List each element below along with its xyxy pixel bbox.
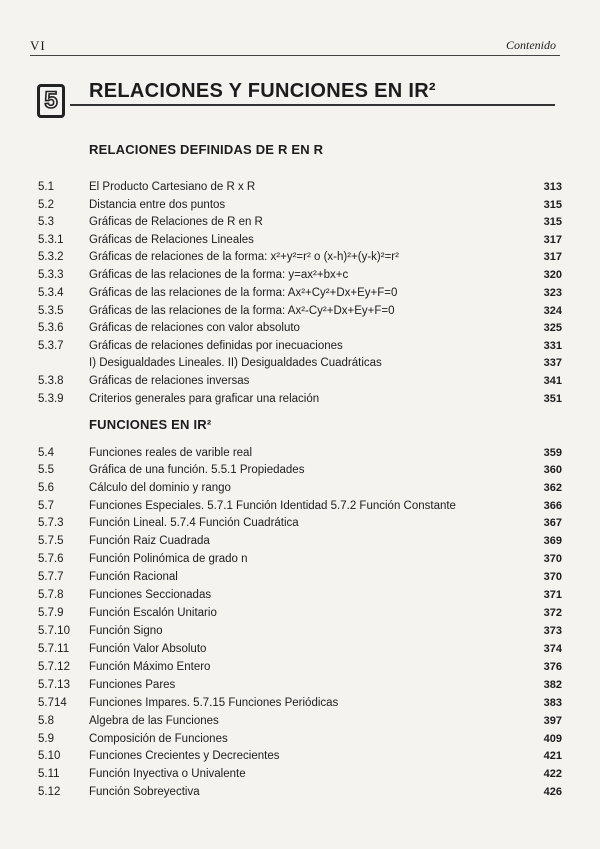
toc-entry-title: Función Raiz Cuadrada — [89, 535, 210, 547]
toc-entry-page: 313 — [543, 181, 562, 193]
toc-entry-title: Gráficas de Relaciones Lineales — [89, 234, 254, 246]
toc-entry-number: 5.7.5 — [38, 535, 64, 547]
toc-entry-page: 376 — [543, 661, 562, 673]
toc-entry-title: Funciones Seccionadas — [89, 589, 212, 601]
toc-entry-title: Composición de Funciones — [89, 733, 228, 745]
toc-entry[interactable] — [38, 750, 562, 767]
toc-entry-title: Funciones Crecientes y Decrecientes — [89, 750, 280, 762]
toc-entry-number: 5.7.3 — [38, 517, 64, 529]
toc-entry[interactable] — [38, 500, 562, 517]
toc-entry[interactable] — [38, 589, 562, 606]
toc-entry-title: Gráficas de relaciones definidas por inecuaciones — [89, 340, 343, 352]
toc-entry-page: 374 — [543, 643, 562, 655]
toc-entry-title: Gráficas de relaciones con valor absoluto — [89, 322, 300, 334]
page-header-left: VI — [30, 38, 46, 53]
header-divider — [30, 55, 560, 56]
toc-entry[interactable] — [38, 661, 562, 678]
toc-entry[interactable] — [38, 768, 562, 785]
toc-entry-page: 372 — [543, 607, 562, 619]
toc-entry-title: Función Polinómica de grado n — [89, 553, 248, 565]
toc-entry-title: Función Valor Absoluto — [89, 643, 207, 655]
toc-entry-page: 325 — [543, 322, 562, 334]
toc-entry-title: Funciones reales de varible real — [89, 447, 253, 459]
toc-entry-number: 5.7 — [38, 500, 54, 512]
toc-entry-page: 351 — [543, 393, 562, 405]
toc-entry[interactable] — [38, 697, 562, 714]
toc-entry-number: 5.3.1 — [38, 234, 64, 246]
toc-entry-title: Función Inyectiva o Univalente — [89, 768, 246, 780]
toc-entry-page: 373 — [543, 625, 562, 637]
toc-entry-number: 5.3.6 — [38, 322, 64, 334]
toc-entry-title: Gráficas de Relaciones de R en R — [89, 216, 263, 228]
toc-entry-number: 5.7.9 — [38, 607, 64, 619]
toc-entry[interactable] — [38, 216, 562, 233]
toc-entry-page: 382 — [543, 679, 562, 691]
toc-entry-number: 5.714 — [38, 697, 67, 709]
toc-entry-title: El Producto Cartesiano de R x R — [89, 181, 256, 193]
toc-entry[interactable] — [38, 535, 562, 552]
toc-entry-page: 315 — [543, 199, 562, 211]
toc-entry[interactable] — [38, 447, 562, 464]
toc-entry[interactable] — [38, 393, 562, 410]
toc-entry-title: Funciones Impares. 5.7.15 Funciones Periódicas — [89, 697, 339, 709]
chapter-title: RELACIONES Y FUNCIONES EN IR² — [89, 80, 436, 102]
toc-entry-title: Funciones Especiales. 5.7.1 Función Identidad 5.7.2 Función Constante — [89, 500, 456, 512]
toc-entry[interactable] — [38, 625, 562, 642]
toc-entry[interactable] — [38, 464, 562, 481]
toc-entry-number: 5.7.13 — [38, 679, 70, 691]
toc-entry-page: 317 — [543, 234, 562, 246]
toc-entry[interactable] — [38, 287, 562, 304]
toc-entry-number: 5.3.7 — [38, 340, 64, 352]
toc-entry[interactable] — [38, 305, 562, 322]
section-heading-relations: RELACIONES DEFINIDAS DE R EN R — [89, 142, 324, 157]
toc-entry-page: 421 — [543, 750, 562, 762]
toc-entry-page: 320 — [543, 269, 562, 281]
toc-entry-number: 5.8 — [38, 715, 54, 727]
toc-entry-title: Función Sobreyectiva — [89, 786, 200, 798]
toc-entry-number: 5.7.7 — [38, 571, 64, 583]
toc-entry[interactable] — [38, 643, 562, 660]
toc-entry[interactable] — [38, 553, 562, 570]
toc-entry-title: Distancia entre dos puntos — [89, 199, 226, 211]
toc-entry-page: 341 — [543, 375, 562, 387]
toc-entry-number: 5.10 — [38, 750, 61, 762]
toc-entry-page: 367 — [543, 517, 562, 529]
toc-entry-page: 426 — [543, 786, 562, 798]
toc-entry-page: 397 — [543, 715, 562, 727]
toc-entry-number: 5.3.4 — [38, 287, 64, 299]
toc-entry-number: 5.4 — [38, 447, 54, 459]
toc-entry[interactable] — [38, 199, 562, 216]
toc-entry[interactable] — [38, 517, 562, 534]
toc-entry-title: I) Desigualdades Lineales. II) Desigualdades Cuadráticas — [89, 357, 382, 369]
toc-entry-title: Algebra de las Funciones — [89, 715, 219, 727]
toc-entry-number: 5.7.12 — [38, 661, 70, 673]
toc-entry-title: Función Racional — [89, 571, 178, 583]
toc-entry[interactable] — [38, 607, 562, 624]
toc-entry[interactable] — [38, 715, 562, 732]
toc-entry-page: 371 — [543, 589, 562, 601]
toc-entry-page: 360 — [543, 464, 562, 476]
toc-entry[interactable] — [38, 181, 562, 198]
toc-entry[interactable] — [38, 375, 562, 392]
toc-entry-page: 315 — [543, 216, 562, 228]
toc-entry-page: 409 — [543, 733, 562, 745]
toc-entry-number: 5.12 — [38, 786, 61, 798]
toc-entry-number: 5.3 — [38, 216, 54, 228]
toc-entry-page: 317 — [543, 251, 562, 263]
toc-entry-number: 5.7.11 — [38, 643, 70, 655]
toc-entry-number: 5.3.3 — [38, 269, 64, 281]
toc-entry[interactable] — [38, 322, 562, 339]
toc-entry-title: Gráficas de relaciones inversas — [89, 375, 250, 387]
toc-entry[interactable] — [38, 251, 562, 268]
toc-entry[interactable] — [38, 571, 562, 588]
toc-entry-page: 383 — [543, 697, 562, 709]
toc-entry-title: Criterios generales para graficar una relación — [89, 393, 320, 405]
toc-entry-page: 324 — [543, 305, 562, 317]
toc-entry-page: 359 — [543, 447, 562, 459]
toc-entry-page: 366 — [543, 500, 562, 512]
toc-entry-page: 422 — [543, 768, 562, 780]
toc-entry[interactable] — [38, 482, 562, 499]
toc-entry-page: 370 — [543, 553, 562, 565]
toc-entry-title: Función Escalón Unitario — [89, 607, 217, 619]
toc-entry-page: 362 — [543, 482, 562, 494]
chapter-divider — [70, 104, 555, 106]
toc-entry[interactable] — [38, 234, 562, 251]
toc-entry-number: 5.3.8 — [38, 375, 64, 387]
toc-entry-page: 369 — [543, 535, 562, 547]
toc-entry-title: Función Signo — [89, 625, 163, 637]
toc-entry-number: 5.9 — [38, 733, 54, 745]
toc-entry-number: 5.5 — [38, 464, 54, 476]
toc-entry-number: 5.7.10 — [38, 625, 70, 637]
toc-entry-number: 5.3.2 — [38, 251, 64, 263]
toc-entry-page: 337 — [543, 357, 562, 369]
toc-entry-number: 5.7.6 — [38, 553, 64, 565]
toc-entry-title: Gráfica de una función. 5.5.1 Propiedades — [89, 464, 305, 476]
toc-entry-number: 5.1 — [38, 181, 54, 193]
toc-entry-number: 5.11 — [38, 768, 60, 780]
toc-entry-title: Gráficas de las relaciones de la forma: Ax²+Cy²+Dx+Ey+F=0 — [89, 287, 398, 299]
section-heading-functions: FUNCIONES EN IR² — [89, 417, 212, 432]
toc-entry-title: Funciones Pares — [89, 679, 176, 691]
toc-entry-number: 5.2 — [38, 199, 54, 211]
toc-entry-page: 331 — [543, 340, 562, 352]
toc-entry-title: Cálculo del dominio y rango — [89, 482, 231, 494]
toc-entry-title: Gráficas de relaciones de la forma: x²+y²=r² o (x-h)²+(y-k)²=r² — [89, 251, 399, 263]
toc-entry-title: Función Máximo Entero — [89, 661, 211, 673]
toc-entry[interactable] — [38, 786, 562, 803]
toc-entry-title: Gráficas de las relaciones de la forma: Ax²-Cy²+Dx+Ey+F=0 — [89, 305, 395, 317]
page-header-right: Contenido — [506, 38, 556, 52]
toc-entry-title: Función Lineal. 5.7.4 Función Cuadrática — [89, 517, 299, 529]
toc-entry-number: 5.7.8 — [38, 589, 64, 601]
toc-entry-number: 5.3.5 — [38, 305, 64, 317]
toc-entry-title: Gráficas de las relaciones de la forma: y=ax²+bx+c — [89, 269, 349, 281]
toc-entry[interactable] — [38, 733, 562, 750]
toc-entry-number: 5.3.9 — [38, 393, 64, 405]
chapter-number: 5 — [44, 87, 58, 114]
toc-entry-number: 5.6 — [38, 482, 54, 494]
toc-entry-page: 370 — [543, 571, 562, 583]
chapter-number-badge — [37, 84, 65, 118]
toc-entry[interactable] — [38, 357, 562, 374]
toc-entry[interactable] — [38, 679, 562, 696]
toc-entry[interactable] — [38, 340, 562, 357]
toc-entry-page: 323 — [543, 287, 562, 299]
toc-entry[interactable] — [38, 269, 562, 286]
